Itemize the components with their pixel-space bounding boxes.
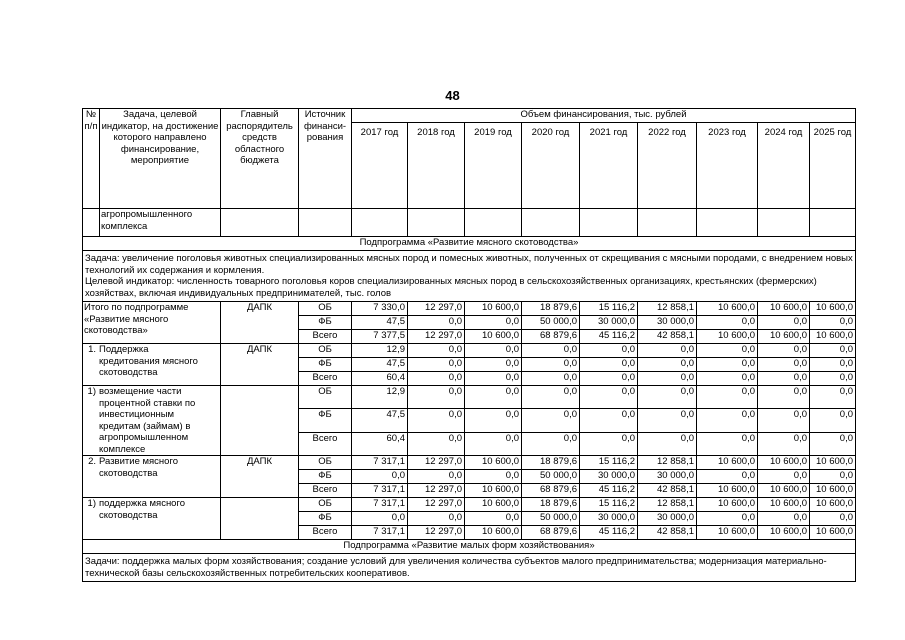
value-cell: 15 116,2: [580, 456, 638, 470]
value-cell: 60,4: [352, 432, 408, 455]
value-cell: 0,0: [408, 470, 465, 484]
value-cell: 0,0: [408, 358, 465, 372]
row-number: 1): [87, 386, 96, 397]
value-cell: 15 116,2: [580, 498, 638, 512]
value-cell: 0,0: [810, 372, 856, 386]
value-cell: 0,0: [465, 470, 522, 484]
row-source: ОБ: [299, 456, 352, 470]
value-cell: 0,0: [465, 512, 522, 526]
value-cell: 0,0: [465, 372, 522, 386]
value-cell: 30 000,0: [638, 316, 697, 330]
value-cell: 0,0: [810, 512, 856, 526]
value-cell: 18 879,6: [522, 498, 580, 512]
value-cell: 12 297,0: [408, 330, 465, 344]
table-row: [83, 456, 856, 470]
value-cell: 10 600,0: [697, 330, 758, 344]
value-cell: 0,0: [810, 409, 856, 432]
row-manager: [221, 498, 299, 540]
value-cell: 0,0: [697, 372, 758, 386]
value-cell: 0,0: [697, 358, 758, 372]
table-row: [83, 344, 856, 358]
value-cell: 12 297,0: [408, 456, 465, 470]
value-cell: 7 317,1: [352, 484, 408, 498]
value-cell: 0,0: [408, 316, 465, 330]
row-source: ФБ: [299, 470, 352, 484]
table-row: [83, 498, 856, 512]
value-cell: 60,4: [352, 372, 408, 386]
header-source: Источник финанси-рования: [299, 109, 352, 209]
value-cell: 0,0: [758, 344, 810, 358]
value-cell: 0,0: [638, 432, 697, 455]
task-description: Задачи: поддержка малых форм хозяйствования; создание условий для увеличения количества субъектов малого предпринимательства; модернизация материально-технической базы сельскохозяйственных потребительских кооперативов.: [83, 554, 856, 582]
value-cell: 10 600,0: [465, 330, 522, 344]
value-cell: 0,0: [638, 372, 697, 386]
value-cell: 0,0: [580, 372, 638, 386]
value-cell: 10 600,0: [758, 484, 810, 498]
value-cell: 0,0: [580, 358, 638, 372]
value-cell: 0,0: [810, 432, 856, 455]
header-year: 2022 год: [638, 123, 697, 209]
value-cell: 10 600,0: [465, 456, 522, 470]
page-number: 48: [445, 88, 460, 103]
value-cell: 7 377,5: [352, 330, 408, 344]
value-cell: 0,0: [638, 386, 697, 409]
value-cell: 30 000,0: [580, 512, 638, 526]
value-cell: 10 600,0: [810, 484, 856, 498]
value-cell: 0,0: [352, 512, 408, 526]
value-cell: 42 858,1: [638, 526, 697, 540]
value-cell: 0,0: [697, 512, 758, 526]
value-cell: 10 600,0: [810, 456, 856, 470]
row-label: Итого по подпрограмме «Развитие мясного скотоводства»: [83, 302, 221, 344]
value-cell: 12,9: [352, 386, 408, 409]
row-manager: ДАПК: [221, 456, 299, 498]
value-cell: 0,0: [758, 316, 810, 330]
value-cell: 7 317,1: [352, 526, 408, 540]
value-cell: 0,0: [758, 386, 810, 409]
row-number: 1): [87, 498, 96, 509]
row-source: ОБ: [299, 386, 352, 409]
header-manager: Главный распорядитель средств областного бюджета: [221, 109, 299, 209]
row-label: [83, 386, 221, 456]
value-cell: 0,0: [465, 386, 522, 409]
row-source: Всего: [299, 526, 352, 540]
value-cell: 15 116,2: [580, 302, 638, 316]
header-year: 2018 год: [408, 123, 465, 209]
value-cell: 0,0: [522, 358, 580, 372]
value-cell: 12 858,1: [638, 302, 697, 316]
value-cell: 10 600,0: [697, 456, 758, 470]
value-cell: 18 879,6: [522, 302, 580, 316]
value-cell: 0,0: [352, 470, 408, 484]
header-year: 2024 год: [758, 123, 810, 209]
subprogram-title: Подпрограмма «Развитие малых форм хозяйствования»: [83, 540, 856, 554]
value-cell: 0,0: [758, 432, 810, 455]
value-cell: 30 000,0: [580, 316, 638, 330]
value-cell: 12 297,0: [408, 498, 465, 512]
value-cell: 0,0: [810, 358, 856, 372]
value-cell: 10 600,0: [810, 498, 856, 512]
table-row: [83, 302, 856, 316]
value-cell: 10 600,0: [697, 302, 758, 316]
header-year: 2017 год: [352, 123, 408, 209]
value-cell: 0,0: [408, 409, 465, 432]
value-cell: 10 600,0: [810, 302, 856, 316]
task-description: [83, 251, 856, 302]
value-cell: 10 600,0: [758, 498, 810, 512]
row-source: ОБ: [299, 344, 352, 358]
value-cell: 0,0: [580, 344, 638, 358]
value-cell: 42 858,1: [638, 330, 697, 344]
value-cell: 12 297,0: [408, 302, 465, 316]
row-source: Всего: [299, 432, 352, 455]
value-cell: 0,0: [465, 316, 522, 330]
value-cell: 0,0: [522, 372, 580, 386]
value-cell: 68 879,6: [522, 330, 580, 344]
header-year: 2020 год: [522, 123, 580, 209]
value-cell: 0,0: [810, 316, 856, 330]
header-year: 2019 год: [465, 123, 522, 209]
value-cell: 68 879,6: [522, 526, 580, 540]
row-label: [83, 344, 221, 386]
value-cell: 0,0: [638, 358, 697, 372]
value-cell: 30 000,0: [580, 470, 638, 484]
value-cell: 18 879,6: [522, 456, 580, 470]
value-cell: 0,0: [810, 344, 856, 358]
value-cell: 42 858,1: [638, 484, 697, 498]
row-label: [83, 456, 221, 498]
value-cell: 0,0: [638, 344, 697, 358]
value-cell: 10 600,0: [465, 484, 522, 498]
value-cell: 7 330,0: [352, 302, 408, 316]
value-cell: 0,0: [697, 432, 758, 455]
row-number: 2.: [88, 456, 96, 467]
value-cell: 0,0: [697, 386, 758, 409]
value-cell: 0,0: [522, 432, 580, 455]
value-cell: 12 858,1: [638, 456, 697, 470]
value-cell: 0,0: [522, 386, 580, 409]
row-source: ФБ: [299, 316, 352, 330]
value-cell: 7 317,1: [352, 498, 408, 512]
value-cell: 10 600,0: [465, 498, 522, 512]
task-text: Задача: увеличение поголовья животных специализированных мясных пород и помесных животных, полученных от скрещивания с мясными породами, с внедрением новых технологий их содержания и кормления.: [85, 253, 853, 276]
value-cell: 45 116,2: [580, 330, 638, 344]
row-source: ФБ: [299, 409, 352, 432]
row-source: Всего: [299, 330, 352, 344]
value-cell: 47,5: [352, 409, 408, 432]
value-cell: 12 858,1: [638, 498, 697, 512]
value-cell: 0,0: [465, 344, 522, 358]
value-cell: 12 297,0: [408, 526, 465, 540]
subprogram-title: Подпрограмма «Развитие мясного скотоводства»: [83, 237, 856, 251]
table-row: [83, 386, 856, 409]
value-cell: 10 600,0: [697, 526, 758, 540]
value-cell: 0,0: [697, 316, 758, 330]
value-cell: 10 600,0: [465, 302, 522, 316]
value-cell: 0,0: [758, 358, 810, 372]
value-cell: 10 600,0: [758, 456, 810, 470]
value-cell: 0,0: [758, 470, 810, 484]
value-cell: 0,0: [408, 432, 465, 455]
header-year: 2025 год: [810, 123, 856, 209]
row-number: 1.: [88, 344, 96, 355]
header-num: № п/п: [83, 109, 100, 209]
row-manager: ДАПК: [221, 302, 299, 344]
value-cell: 10 600,0: [697, 498, 758, 512]
value-cell: 0,0: [465, 409, 522, 432]
value-cell: 0,0: [697, 344, 758, 358]
row-label-text: поддержка мясного скотоводства: [99, 498, 186, 521]
carry-row: [83, 209, 856, 237]
value-cell: 0,0: [522, 409, 580, 432]
row-label-text: Развитие мясного скотоводства: [99, 456, 178, 479]
value-cell: 10 600,0: [758, 526, 810, 540]
row-source: ФБ: [299, 512, 352, 526]
row-source: Всего: [299, 484, 352, 498]
value-cell: 10 600,0: [758, 302, 810, 316]
value-cell: 0,0: [522, 344, 580, 358]
row-source: Всего: [299, 372, 352, 386]
value-cell: 12,9: [352, 344, 408, 358]
header-year: 2021 год: [580, 123, 638, 209]
value-cell: 50 000,0: [522, 512, 580, 526]
value-cell: 10 600,0: [465, 526, 522, 540]
value-cell: 10 600,0: [810, 330, 856, 344]
value-cell: 30 000,0: [638, 512, 697, 526]
row-manager: ДАПК: [221, 344, 299, 386]
header-volume: Объем финансирования, тыс. рублей: [352, 109, 856, 123]
row-source: ФБ: [299, 358, 352, 372]
row-label-text: Поддержка кредитования мясного скотоводства: [99, 344, 198, 378]
value-cell: 12 297,0: [408, 484, 465, 498]
value-cell: 30 000,0: [638, 470, 697, 484]
value-cell: 50 000,0: [522, 316, 580, 330]
indicator-text: Целевой индикатор: численность товарного поголовья коров специализированных мясных пород в сельскохозяйственных организациях, крестьянских (фермерских) хозяйствах, включая индивидуальных предпринимателей, тыс. голов: [85, 276, 817, 299]
value-cell: 0,0: [758, 512, 810, 526]
value-cell: 0,0: [408, 512, 465, 526]
value-cell: 0,0: [465, 358, 522, 372]
value-cell: 0,0: [580, 386, 638, 409]
value-cell: 10 600,0: [697, 484, 758, 498]
value-cell: 0,0: [758, 409, 810, 432]
value-cell: 47,5: [352, 316, 408, 330]
value-cell: 50 000,0: [522, 470, 580, 484]
value-cell: 0,0: [580, 432, 638, 455]
value-cell: 68 879,6: [522, 484, 580, 498]
value-cell: 45 116,2: [580, 484, 638, 498]
value-cell: 0,0: [465, 432, 522, 455]
value-cell: 0,0: [697, 470, 758, 484]
financing-table: [82, 108, 856, 582]
row-source: ОБ: [299, 498, 352, 512]
carry-text: агропромышленного комплекса: [100, 209, 221, 237]
value-cell: 45 116,2: [580, 526, 638, 540]
value-cell: 0,0: [810, 386, 856, 409]
value-cell: 0,0: [580, 409, 638, 432]
value-cell: 0,0: [638, 409, 697, 432]
header-task: Задача, целевой индикатор, на достижение которого направлено финансирование, мероприятие: [100, 109, 221, 209]
value-cell: 0,0: [810, 470, 856, 484]
value-cell: 0,0: [758, 372, 810, 386]
row-manager: [221, 386, 299, 456]
value-cell: 0,0: [408, 386, 465, 409]
row-source: ОБ: [299, 302, 352, 316]
value-cell: 0,0: [408, 344, 465, 358]
value-cell: 7 317,1: [352, 456, 408, 470]
value-cell: 10 600,0: [810, 526, 856, 540]
row-label-text: возмещение части процентной ставки по инвестиционным кредитам (займам) в агропромышленном комплексе: [99, 386, 196, 455]
value-cell: 0,0: [408, 372, 465, 386]
header-year: 2023 год: [697, 123, 758, 209]
value-cell: 10 600,0: [758, 330, 810, 344]
row-label: [83, 498, 221, 540]
value-cell: 0,0: [697, 409, 758, 432]
value-cell: 47,5: [352, 358, 408, 372]
